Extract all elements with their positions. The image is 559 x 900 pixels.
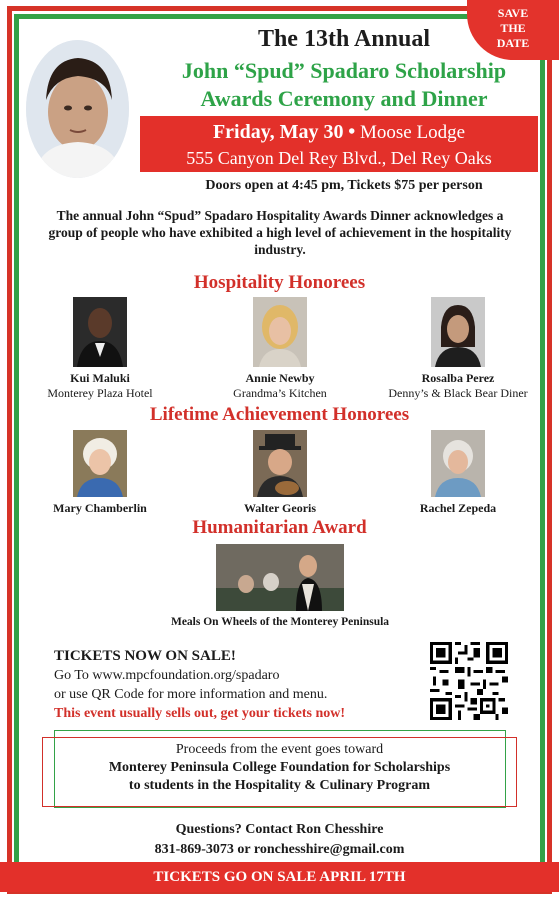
headline-scholarship: [140, 57, 548, 113]
badge-line-2: THE: [500, 21, 526, 35]
honoree-photo: [216, 544, 344, 611]
event-description: The annual John “Spud” Spadaro Hospitality Awards Dinner acknowledges a group of people who have exhibited a high level of achievement in the hospitality industry.: [48, 208, 512, 257]
headline-line-2: John “Spud” Spadaro Scholarship: [181, 58, 507, 83]
honoree-mary-chamberlin: [30, 430, 170, 516]
badge-line-3: DATE: [496, 36, 530, 50]
proceeds-notice: [42, 741, 517, 795]
qr-code[interactable]: [430, 642, 508, 720]
headline-annual: The 13th Annual: [257, 26, 431, 52]
honoree-organization: Grandma’s Kitchen: [233, 386, 327, 400]
honoree-name: Walter Georis: [243, 501, 317, 515]
humanitarian-heading: Humanitarian Award: [192, 517, 367, 538]
tickets-url[interactable]: Go To www.mpcfoundation.org/spadaro: [54, 668, 280, 683]
honoree-walter-georis: [210, 430, 350, 516]
honoree-name: Rachel Zepeda: [419, 501, 497, 515]
tickets-qr-note: or use QR Code for more information and menu.: [54, 687, 328, 702]
honoree-annie-newby: [210, 297, 350, 401]
honoree-rosalba-perez: [372, 297, 544, 401]
proceeds-line-2: Monterey Peninsula College Foundation for Scholarships: [108, 760, 451, 775]
honoree-name: Annie Newby: [245, 371, 315, 385]
headline-line-3: Awards Ceremony and Dinner: [200, 86, 488, 111]
hospitality-heading: Hospitality Honorees: [193, 272, 366, 293]
honoree-photo: [73, 297, 127, 367]
honoree-photo: [73, 430, 127, 497]
sellout-warning: This event usually sells out, get your tickets now!: [54, 706, 346, 721]
event-details-box: [140, 116, 538, 172]
event-venue: Moose Lodge: [360, 122, 466, 143]
honoree-name: Rosalba Perez: [421, 371, 495, 385]
badge-line-1: SAVE: [497, 6, 529, 20]
honoree-kui-maluki: [30, 297, 170, 401]
honoree-meals-on-wheels: [130, 544, 430, 630]
honoree-organization: Monterey Plaza Hotel: [47, 386, 153, 400]
tickets-heading: TICKETS NOW ON SALE!: [54, 648, 236, 664]
contact-name: Questions? Contact Ron Chesshire: [175, 822, 384, 837]
contact-phone-email[interactable]: 831-869-3073 or ronchesshire@gmail.com: [154, 842, 405, 857]
honoree-name: Kui Maluki: [70, 371, 130, 385]
date-venue-line: [140, 116, 538, 147]
bullet-separator: •: [348, 121, 356, 143]
event-date: Friday, May 30: [212, 121, 344, 143]
tickets-on-sale-banner: TICKETS GO ON SALE APRIL 17TH: [0, 862, 559, 892]
lifetime-heading: Lifetime Achievement Honorees: [149, 404, 410, 425]
honoree-rachel-zepeda: [388, 430, 528, 516]
contact-info: [0, 820, 559, 860]
honoree-photo: [431, 297, 485, 367]
honoree-name: Meals On Wheels of the Monterey Peninsula: [170, 616, 390, 628]
event-address: 555 Canyon Del Rey Blvd., Del Rey Oaks: [186, 148, 492, 168]
honoree-photo: [253, 297, 307, 367]
honoree-name: Mary Chamberlin: [53, 501, 147, 515]
spud-spadaro-portrait: [26, 40, 129, 178]
proceeds-line-3: to students in the Hospitality & Culinary Program: [128, 778, 431, 793]
tickets-section: [54, 647, 345, 723]
honoree-photo: [253, 430, 307, 497]
doors-ticket-price: Doors open at 4:45 pm, Tickets $75 per person: [205, 178, 483, 193]
honoree-organization: Denny’s & Black Bear Diner: [388, 386, 528, 400]
honoree-photo: [431, 430, 485, 497]
proceeds-line-1: Proceeds from the event goes toward: [175, 742, 384, 757]
